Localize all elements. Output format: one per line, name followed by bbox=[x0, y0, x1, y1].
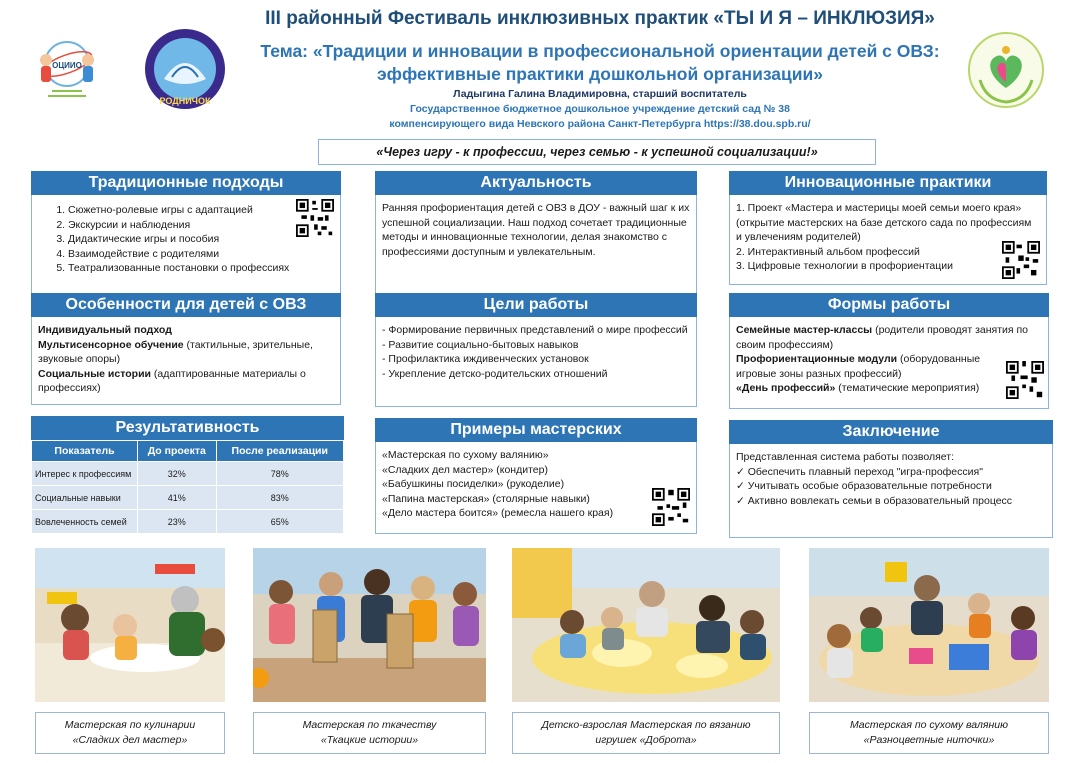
section-forms-title: Формы работы bbox=[729, 293, 1049, 317]
check-icon: ✓ bbox=[736, 465, 748, 478]
features-line-2-bold: Мультисенсорное обучение bbox=[38, 338, 184, 351]
traditional-list bbox=[38, 203, 334, 276]
section-workshops-body bbox=[375, 442, 697, 534]
photo-cooking-workshop bbox=[35, 548, 225, 702]
qr-code-icon[interactable] bbox=[652, 488, 690, 526]
section-goals-body bbox=[375, 317, 697, 407]
section-relevance-body bbox=[375, 195, 697, 300]
features-line-1: Индивидуальный подход bbox=[38, 324, 172, 336]
list-item: 3. Дидактические игры и пособия bbox=[68, 232, 334, 247]
table-row bbox=[32, 486, 344, 510]
table-cell: 23% bbox=[138, 510, 216, 534]
goal-item: - Формирование первичных представлений о мире профессий bbox=[382, 324, 688, 336]
conclusion-item bbox=[736, 494, 1046, 509]
motto-banner: «Через игру - к профессии, через семью - к успешной социализации!» bbox=[318, 139, 876, 165]
conclusion-item-text: Обеспечить плавный переход "игра-профессия" bbox=[747, 465, 983, 478]
table-header: Показатель bbox=[32, 441, 138, 462]
table-header: До проекта bbox=[138, 441, 216, 462]
table-row bbox=[32, 510, 344, 534]
conclusion-item-text: Учитывать особые образовательные потребности bbox=[747, 480, 992, 492]
forms-item-2-bold: Профориентационные модули bbox=[736, 353, 898, 365]
photo-felting-workshop bbox=[809, 548, 1049, 702]
photo-weaving-workshop bbox=[253, 548, 486, 702]
section-innovative-body bbox=[729, 195, 1047, 285]
section-traditional-body bbox=[31, 195, 341, 300]
photo-knitting-workshop bbox=[512, 548, 780, 702]
section-workshops bbox=[375, 418, 697, 534]
section-workshops-title: Примеры мастерских bbox=[375, 418, 697, 442]
festival-title: III районный Фестиваль инклюзивных практик «ТЫ И Я – ИНКЛЮЗИЯ» bbox=[265, 8, 935, 29]
section-innovative bbox=[729, 171, 1047, 285]
section-features-title: Особенности для детей с ОВЗ bbox=[31, 293, 341, 317]
workshop-item: «Папина мастерская» (столярные навыки) bbox=[382, 492, 590, 505]
photo-caption bbox=[512, 712, 780, 754]
qr-code-icon[interactable] bbox=[1006, 361, 1044, 399]
section-relevance bbox=[375, 171, 697, 300]
list-item: 4. Взаимодействие с родителями bbox=[68, 247, 334, 262]
relevance-text: Ранняя профориентация детей с ОВЗ в ДОУ - важный шаг к их успешной социализации. Наш подход сочетает традиционные методы и инновационные технологии, делая знакомство с профессиями доступным и увлекательным. bbox=[382, 202, 690, 258]
photo-caption bbox=[809, 712, 1049, 754]
section-forms bbox=[729, 293, 1049, 409]
table-header-row bbox=[32, 441, 344, 462]
caption-line-2: «Ткацкие истории» bbox=[320, 734, 419, 746]
forms-item-2-rest: (оборудованные игровые зоны разных профессий) bbox=[736, 353, 981, 380]
section-innovative-title: Инновационные практики bbox=[729, 171, 1047, 195]
caption-line-1: Мастерская по кулинарии bbox=[64, 719, 196, 731]
section-goals bbox=[375, 293, 697, 407]
qr-code-icon[interactable] bbox=[296, 199, 334, 237]
goal-item: - Развитие социально-бытовых навыков bbox=[382, 338, 579, 351]
section-forms-body bbox=[729, 317, 1049, 409]
section-results bbox=[31, 416, 344, 534]
caption-line-2: «Сладких дел мастер» bbox=[72, 734, 188, 746]
list-item: 2. Экскурсии и наблюдения bbox=[68, 218, 334, 233]
forms-item-3-bold: «День профессий» bbox=[736, 382, 836, 394]
section-traditional-title: Традиционные подходы bbox=[31, 171, 341, 195]
forms-item-1-bold: Семейные мастер-классы bbox=[736, 324, 873, 336]
photo-caption bbox=[35, 712, 225, 754]
table-cell: Социальные навыки bbox=[32, 486, 138, 510]
conclusion-item-text: Активно вовлекать семьи в образовательный процесс bbox=[747, 494, 1013, 507]
conclusion-intro: Представленная система работы позволяет: bbox=[736, 451, 955, 463]
author-block bbox=[220, 87, 980, 132]
table-cell: Интерес к профессиям bbox=[32, 462, 138, 486]
caption-line-2: игрушек «Доброта» bbox=[595, 734, 697, 746]
features-line-2 bbox=[38, 338, 334, 367]
section-conclusion bbox=[729, 420, 1053, 538]
forms-item-3 bbox=[736, 381, 1042, 396]
caption-line-2: «Разноцветные ниточки» bbox=[863, 734, 995, 746]
logo-otsiio-text: ОЦИИО bbox=[52, 61, 82, 70]
caption-line-1: Мастерская по ткачеству bbox=[302, 719, 437, 731]
check-icon: ✓ bbox=[736, 494, 748, 507]
qr-code-icon[interactable] bbox=[1002, 241, 1040, 279]
org-line-2: компенсирующего вида Невского района Санкт-Петербурга https://38.dou.spb.ru/ bbox=[389, 118, 811, 130]
section-goals-title: Цели работы bbox=[375, 293, 697, 317]
workshop-item: «Бабушкины посиделки» (рукоделие) bbox=[382, 478, 565, 490]
logo-rodnichok bbox=[142, 27, 228, 111]
table-cell: 83% bbox=[216, 486, 344, 510]
forms-item-1 bbox=[736, 323, 1042, 352]
innovative-item-3: 3. Цифровые технологии в профориентации bbox=[736, 260, 953, 272]
section-features-body bbox=[31, 317, 341, 405]
conclusion-item bbox=[736, 465, 1046, 480]
photo-caption bbox=[253, 712, 486, 754]
org-line-1: Государственное бюджетное дошкольное учреждение детский сад № 38 bbox=[410, 103, 790, 115]
list-item: 5. Театрализованные постановки о профессиях bbox=[68, 261, 334, 276]
features-line-3-bold: Социальные истории bbox=[38, 367, 151, 380]
section-traditional bbox=[31, 171, 341, 300]
logo-otsiio bbox=[34, 30, 100, 104]
list-item: 1. Сюжетно-ролевые игры с адаптацией bbox=[68, 203, 334, 218]
features-line-3 bbox=[38, 367, 334, 396]
workshop-item: «Сладких дел мастер» (кондитер) bbox=[382, 463, 548, 476]
features-line-3-rest: (адаптированные материалы о профессиях) bbox=[38, 367, 306, 394]
section-conclusion-body bbox=[729, 444, 1053, 538]
forms-item-2 bbox=[736, 352, 1042, 381]
theme-title bbox=[220, 40, 980, 86]
table-cell: 78% bbox=[216, 462, 344, 486]
innovative-item-1: 1. Проект «Мастера и мастерицы моей семьи моего края» (открытие мастерских на базе детского сада по профессиям и увлечениям родителей) bbox=[736, 202, 1032, 243]
check-icon: ✓ bbox=[736, 480, 748, 492]
author-line: Ладыгина Галина Владимировна, старший воспитатель bbox=[453, 88, 747, 100]
table-row bbox=[32, 462, 344, 486]
workshop-item: «Мастерская по сухому валянию» bbox=[382, 449, 549, 461]
section-relevance-title: Актуальность bbox=[375, 171, 697, 195]
table-cell: 65% bbox=[216, 510, 344, 534]
section-features bbox=[31, 293, 341, 405]
goal-item: - Профилактика иждивенческих установок bbox=[382, 353, 589, 365]
results-table bbox=[31, 440, 344, 534]
caption-line-1: Мастерская по сухому валянию bbox=[849, 719, 1009, 731]
conclusion-item bbox=[736, 479, 1046, 494]
forms-item-1-rest: (родители проводят занятия по своим профессиям) bbox=[736, 324, 1029, 351]
goal-item: - Укрепление детско-родительских отношений bbox=[382, 367, 608, 380]
theme-line-2: эффективные практики дошкольной организации» bbox=[376, 64, 824, 84]
forms-item-3-rest: (тематические мероприятия) bbox=[835, 382, 980, 394]
table-cell: 32% bbox=[138, 462, 216, 486]
logo-rodnichok-text: РОДНИЧОК bbox=[159, 96, 211, 106]
section-results-title: Результативность bbox=[31, 416, 344, 440]
section-conclusion-title: Заключение bbox=[729, 420, 1053, 444]
theme-line-1: Тема: «Традиции и инновации в профессиональной ориентации детей с ОВЗ: bbox=[260, 41, 940, 61]
innovative-item-2: 2. Интерактивный альбом профессий bbox=[736, 245, 920, 258]
table-cell: Вовлеченность семей bbox=[32, 510, 138, 534]
workshop-item: «Дело мастера боится» (ремесла нашего края) bbox=[382, 507, 614, 519]
caption-line-1: Детско-взрослая Мастерская по вязанию bbox=[541, 719, 751, 731]
features-line-2-rest: (тактильные, зрительные, звуковые опоры) bbox=[38, 338, 313, 365]
table-header: После реализации bbox=[216, 441, 344, 462]
table-cell: 41% bbox=[138, 486, 216, 510]
